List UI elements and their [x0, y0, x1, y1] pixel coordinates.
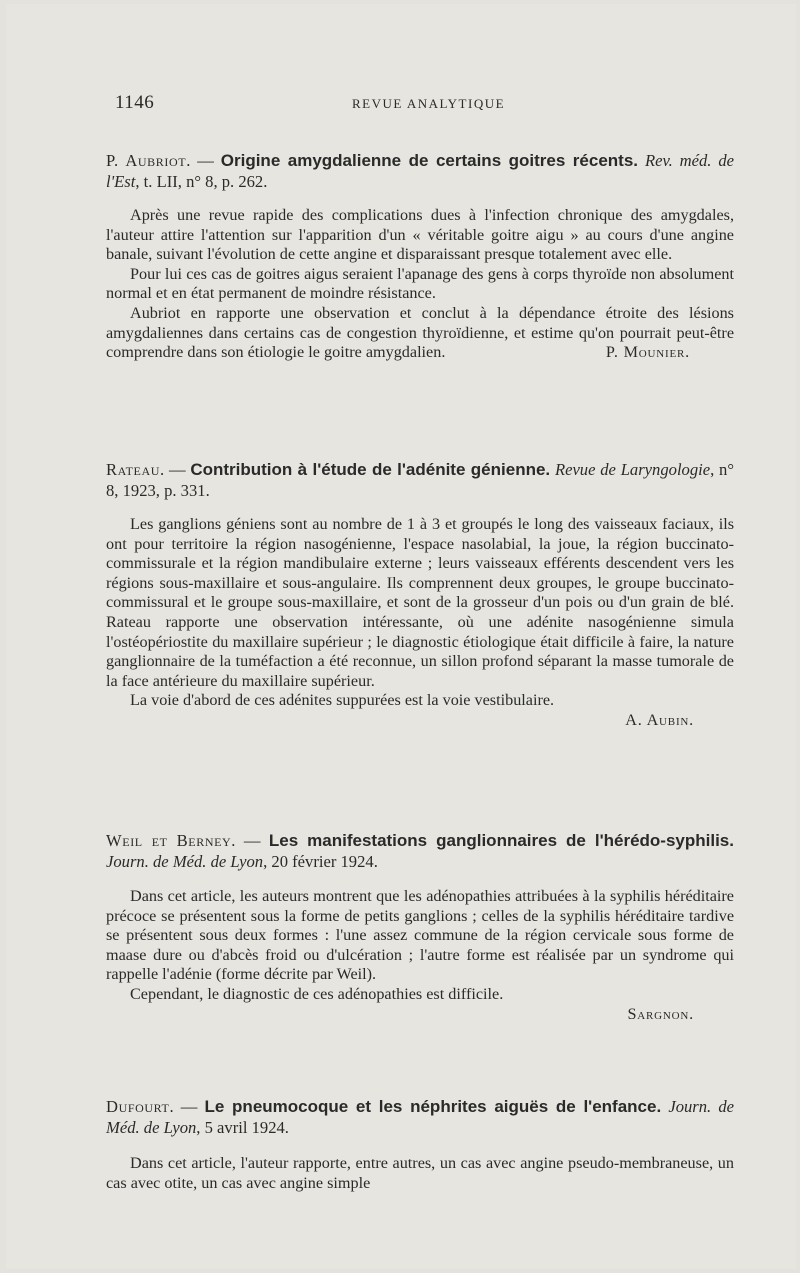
article-rateau	[106, 460, 734, 731]
heading-dash: —	[168, 460, 186, 479]
running-title: REVUE ANALYTIQUE	[352, 96, 506, 111]
article-signature: Sargnon.	[627, 1004, 694, 1023]
article-author: P. Aubriot	[106, 151, 187, 170]
article-author: Dufourt	[106, 1097, 170, 1116]
article-title: Origine amygdalienne de certains goitres récents.	[220, 151, 639, 170]
article-paragraph: Dans cet article, les auteurs montrent que les adénopathies attribuées à la syphilis héréditaire précoce se présentent sous la forme de petits ganglions ; celles de la syphilis héréditaire tardive se présentent sous deux formes : l'une assez commune de la région cervicale sous forme de maase dure ou d'abcès froid ou d'ulcération ; l'autre forme est réalisée par un syndrome qui rappelle l'adénie (forme décrite par Weil).	[106, 887, 734, 984]
article-paragraph: Les ganglions géniens sont au nombre de 1 à 3 et groupés le long des vaisseaux faciaux, ils ont pour territoire la région nasogénienne, l'espace nasolabial, la joue, la région buccinato-commissurale et la région mandibulaire externe ; leurs vaisseaux efférents descendent vers les régions sous-maxillaire et sous-angulaire. Ils comprennent deux groupes, le groupe buccinato-commissural et le groupe sous-maxillaire, et sont de la grosseur d'un pois ou d'un grain de blé. Rateau rapporte une observation intéressante, où une adénite nasogénienne simula l'ostéopériostite du maxillaire supérieur ; le diagnostic étiologique était difficile à faire, la nature ganglionnaire de la tuméfaction a été reconnue, un sillon profond séparant la masse tumorale de la face antérieure du maxillaire supérieur.	[106, 515, 734, 690]
heading-dash: —	[197, 151, 214, 170]
page-header	[112, 92, 712, 116]
article-author: Weil et Berney	[106, 831, 232, 850]
article-source: Journ. de Méd. de Lyon	[106, 1097, 734, 1137]
article-heading: Rateau. — Contribution à l'étude de l'adénite génienne. Revue de Laryngologie, n° 8, 1923, p. 331.	[106, 460, 734, 500]
heading-dash: —	[243, 831, 261, 850]
heading-dash: —	[180, 1097, 198, 1116]
article-paragraph: Dans cet article, l'auteur rapporte, entre autres, un cas avec angine pseudo-membraneuse, un cas avec otite, un cas avec angine simple	[106, 1154, 734, 1192]
article-title: Contribution à l'étude de l'adénite génienne.	[190, 460, 551, 479]
article-paragraph: Pour lui ces cas de goitres aigus seraient l'apanage des gens à corps thyroïde non absolument normal et en état permanent de moindre résistance.	[106, 264, 734, 303]
article-source-details: , n° 8, 1923, p. 331.	[106, 460, 734, 500]
article-title: Le pneumocoque et les néphrites aiguës de l'enfance.	[204, 1097, 662, 1116]
article-dufourt	[106, 1097, 734, 1193]
article-source-details: , 5 avril 1924.	[196, 1117, 289, 1137]
article-paragraph: Après une revue rapide des complications dues à l'infection chronique des amygdales, l'auteur attire l'attention sur l'apparition d'un « véritable goitre aigu » au cours d'une angine banale, suivant l'évolution de cette angine et disparaissant presque totalement avec elle.	[106, 206, 734, 264]
article-aubriot	[106, 151, 734, 363]
article-author: Rateau	[106, 460, 160, 479]
article-paragraph	[106, 304, 734, 363]
article-heading: Weil et Berney. — Les manifestations ganglionnaires de l'hérédo-syphilis. Journ. de Méd. de Lyon, 20 février 1924.	[106, 831, 734, 871]
article-weil-berney	[106, 831, 734, 1024]
page-number: 1146	[115, 92, 155, 113]
article-source-details: , t. LII, n° 8, p. 262.	[135, 171, 268, 191]
article-signature: A. Aubin.	[625, 710, 694, 729]
article-paragraph: La voie d'abord de ces adénites suppurées est la voie vestibulaire.	[130, 691, 555, 710]
article-source: Revue de Laryngologie	[554, 460, 711, 479]
article-source: Rev. méd. de l'Est	[106, 151, 735, 191]
article-heading: P. Aubriot. — Origine amygdalienne de certains goitres récents. Rev. méd. de l'Est, t. LII, n° 8, p. 262.	[106, 151, 735, 191]
article-paragraph-text: Aubriot en rapporte une observation et conclut à la dépendance étroite des lésions amygdaliennes dans certains cas de congestion thyroïdienne, et estime qu'on pourrait peut-être comprendre dans son étiologie le goitre amygdalien.	[106, 303, 734, 362]
article-source-details: , 20 février 1924.	[263, 851, 378, 871]
article-signature: P. Mounier.	[605, 343, 690, 362]
article-title: Les manifestations ganglionnaires de l'hérédo-syphilis.	[268, 831, 734, 850]
article-heading: Dufourt. — Le pneumocoque et les néphrites aiguës de l'enfance. Journ. de Méd. de Lyon, 5 avril 1924.	[106, 1097, 734, 1137]
article-source: Journ. de Méd. de Lyon	[106, 851, 264, 871]
article-paragraph: Cependant, le diagnostic de ces adénopathies est difficile.	[130, 984, 504, 1003]
